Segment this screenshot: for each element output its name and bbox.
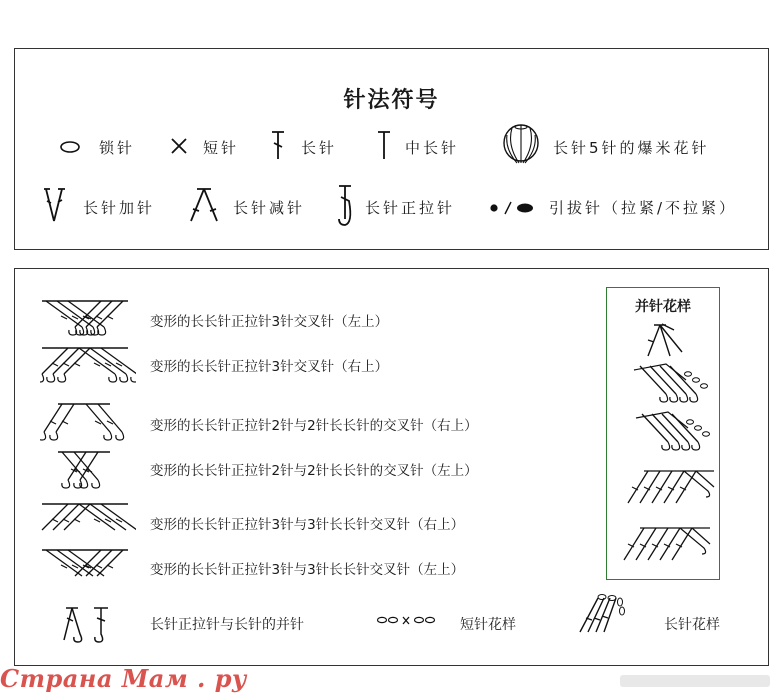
site-watermark: Страна Мам . ру — [0, 664, 247, 693]
pattern-glyph-5 — [620, 522, 712, 570]
half-double-crochet-icon — [375, 129, 393, 161]
cross-glyph-5 — [40, 500, 136, 546]
increase-label: 长针加针 — [83, 199, 156, 217]
cross-label-5: 变形的长长针正拉针3针与3针长长针交叉针（右上） — [150, 517, 465, 533]
dc-pattern-label: 长针花样 — [664, 617, 720, 633]
combined-label: 长针正拉针与长针的并针 — [150, 617, 304, 633]
combined-stitch-icon — [58, 604, 118, 644]
cross-glyph-2 — [40, 344, 136, 390]
double-label: 长针 — [301, 139, 338, 157]
double-crochet-icon — [269, 129, 287, 161]
cross-label-6: 变形的长长针正拉针3针与3针长长针交叉针（左上） — [150, 562, 465, 578]
front-post-dc-icon — [335, 183, 359, 231]
pattern-glyph-2 — [626, 360, 716, 408]
slip-stitch-icon — [489, 201, 537, 215]
front-post-label: 长针正拉针 — [365, 199, 456, 217]
cross-label-4: 变形的长长针正拉针2针与2针长长针的交叉针（左上） — [150, 463, 478, 479]
cross-label-3: 变形的长长针正拉针2针与2针长长针的交叉针（右上） — [150, 418, 478, 434]
cross-label-1: 变形的长长针正拉针3针交叉针（左上） — [150, 314, 389, 330]
pattern-glyph-1 — [640, 322, 690, 364]
popcorn-stitch-icon — [501, 123, 541, 167]
cross-glyph-1 — [40, 297, 136, 343]
single-label: 短针 — [203, 139, 240, 157]
cross-glyph-4 — [40, 448, 136, 494]
legend-title: 针法符号 — [343, 88, 440, 113]
popcorn-label: 长针5针的爆米花针 — [553, 139, 710, 157]
cross-glyph-6 — [40, 546, 136, 592]
single-crochet-icon — [170, 137, 188, 155]
pattern-title: 并针花样 — [635, 299, 691, 315]
sc-pattern-label: 短针花样 — [460, 617, 516, 633]
dc-decrease-icon — [187, 185, 221, 225]
half-double-label: 中长针 — [405, 139, 460, 157]
watermark-right-faint — [620, 672, 770, 693]
slip-label: 引拔针（拉紧/不拉紧） — [549, 199, 738, 217]
pattern-glyph-3 — [628, 408, 718, 456]
chain-label: 锁针 — [99, 139, 136, 157]
dc-increase-icon — [41, 185, 67, 225]
stitch-legend-panel — [14, 48, 769, 250]
cross-glyph-3 — [40, 400, 136, 446]
pattern-glyph-4 — [624, 465, 716, 513]
sc-pattern-icon — [376, 614, 440, 628]
dc-pattern-icon — [576, 592, 636, 636]
chain-stitch-icon — [59, 140, 81, 154]
cross-label-2: 变形的长长针正拉针3针交叉针（右上） — [150, 359, 389, 375]
decrease-label: 长针减针 — [233, 199, 306, 217]
